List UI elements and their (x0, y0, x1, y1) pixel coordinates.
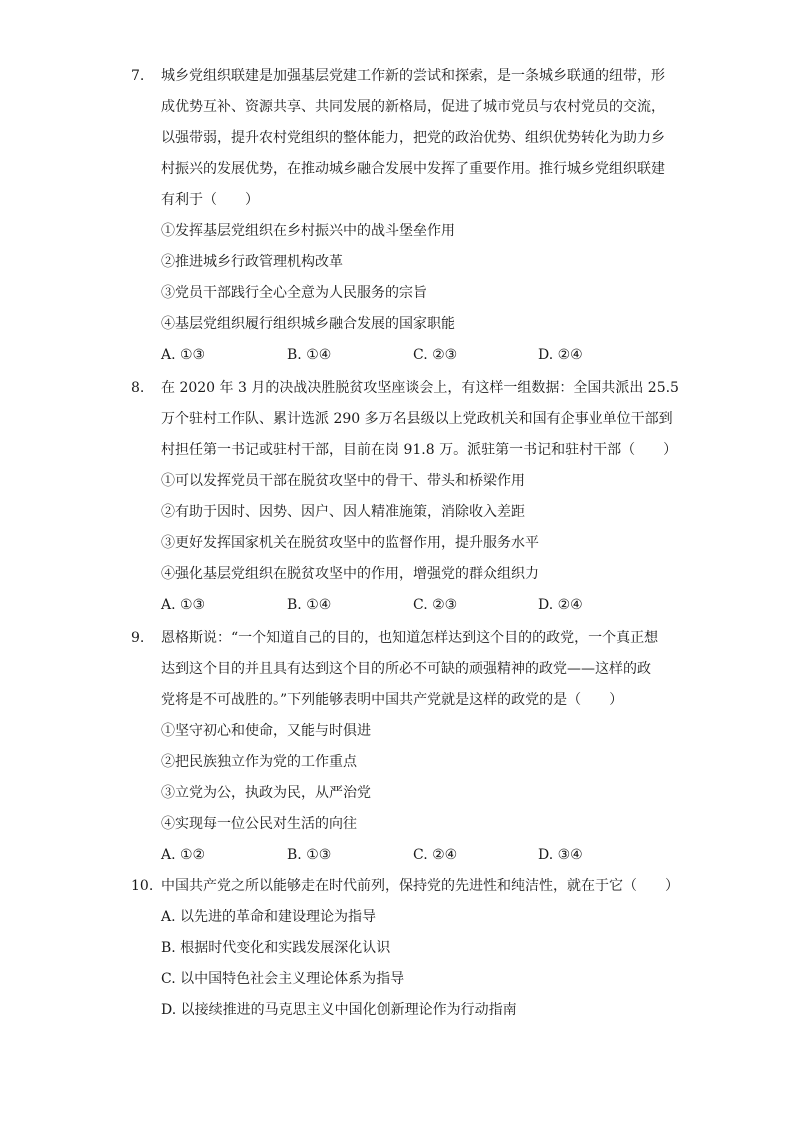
choice-a[interactable]: A. ①③ (161, 597, 206, 613)
question-number: 8. (131, 380, 145, 396)
statement-item: ④实现每一位公民对生活的向往 (161, 816, 357, 832)
question-stem-line: 成优势互补、资源共享、共同发展的新格局，促进了城市党员与农村党员的交流， (161, 99, 665, 115)
question-number: 7. (131, 68, 145, 84)
question-stem-line: 村振兴的发展优势，在推动城乡融合发展中发挥了重要作用。推行城乡党组织联建 (161, 161, 665, 177)
statement-item: ②把民族独立作为党的工作重点 (161, 754, 357, 770)
statement-item: ②推进城乡行政管理机构改革 (161, 254, 343, 270)
choice-c[interactable]: C. ②③ (413, 597, 458, 613)
question-number: 10. (131, 878, 154, 894)
question-stem-line: 以强带弱，提升农村党组织的整体能力，把党的政治优势、组织优势转化为助力乡 (161, 130, 665, 146)
statement-item: ③更好发挥国家机关在脱贫攻坚中的监督作用，提升服务水平 (161, 535, 539, 551)
question-number: 9. (131, 630, 145, 646)
question-stem-line: 党将是不可战胜的。”下列能够表明中国共产党就是这样的政党的是（ ） (161, 692, 624, 708)
question-stem-line: 达到这个目的并且具有达到这个目的所必不可缺的顽强精神的政党——这样的政 (161, 661, 651, 677)
choice-d[interactable]: D. ③④ (538, 847, 583, 863)
question-stem-line: 有利于（ ） (161, 192, 259, 208)
choice-b[interactable]: B. 根据时代变化和实践发展深化认识 (161, 940, 391, 956)
statement-item: ①坚守初心和使命，又能与时俱进 (161, 723, 371, 739)
choice-a[interactable]: A. 以先进的革命和建设理论为指导 (161, 909, 377, 925)
statement-item: ①发挥基层党组织在乡村振兴中的战斗堡垒作用 (161, 223, 455, 239)
statement-item: ③立党为公，执政为民，从严治党 (161, 785, 371, 801)
choice-d[interactable]: D. 以接续推进的马克思主义中国化创新理论作为行动指南 (161, 1002, 517, 1018)
choice-d[interactable]: D. ②④ (538, 597, 583, 613)
question-stem-line: 恩格斯说：“一个知道自己的目的，也知道怎样达到这个目的的政党，一个真正想 (161, 630, 659, 646)
choice-c[interactable]: C. ②④ (413, 847, 458, 863)
question-stem-line: 城乡党组织联建是加强基层党建工作新的尝试和探索，是一条城乡联通的纽带，形 (161, 68, 665, 84)
choice-b[interactable]: B. ①③ (287, 847, 332, 863)
question-stem-line: 村担任第一书记或驻村干部，目前在岗 91.8 万。派驻第一书记和驻村干部（ ） (161, 442, 678, 458)
statement-item: ④强化基层党组织在脱贫攻坚中的作用，增强党的群众组织力 (161, 566, 539, 582)
choice-b[interactable]: B. ①④ (287, 597, 332, 613)
choice-a[interactable]: A. ①③ (161, 347, 206, 363)
question-stem-line: 中国共产党之所以能够走在时代前列，保持党的先进性和纯洁性，就在于它（ ） (161, 878, 679, 894)
choice-d[interactable]: D. ②④ (538, 347, 583, 363)
choice-c[interactable]: C. ②③ (413, 347, 458, 363)
statement-item: ①可以发挥党员干部在脱贫攻坚中的骨干、带头和桥梁作用 (161, 473, 525, 489)
statement-item: ②有助于因时、因势、因户、因人精准施策，消除收入差距 (161, 504, 525, 520)
statement-item: ④基层党组织履行组织城乡融合发展的国家职能 (161, 316, 455, 332)
question-stem-line: 万个驻村工作队、累计选派 290 多万名县级以上党政机关和国有企事业单位干部到 (161, 411, 673, 427)
choice-b[interactable]: B. ①④ (287, 347, 332, 363)
question-stem-line: 在 2020 年 3 月的决战决胜脱贫攻坚座谈会上，有这样一组数据：全国共派出 25.5 (161, 380, 679, 396)
choice-c[interactable]: C. 以中国特色社会主义理论体系为指导 (161, 971, 405, 987)
statement-item: ③党员干部践行全心全意为人民服务的宗旨 (161, 285, 427, 301)
choice-a[interactable]: A. ①② (161, 847, 206, 863)
